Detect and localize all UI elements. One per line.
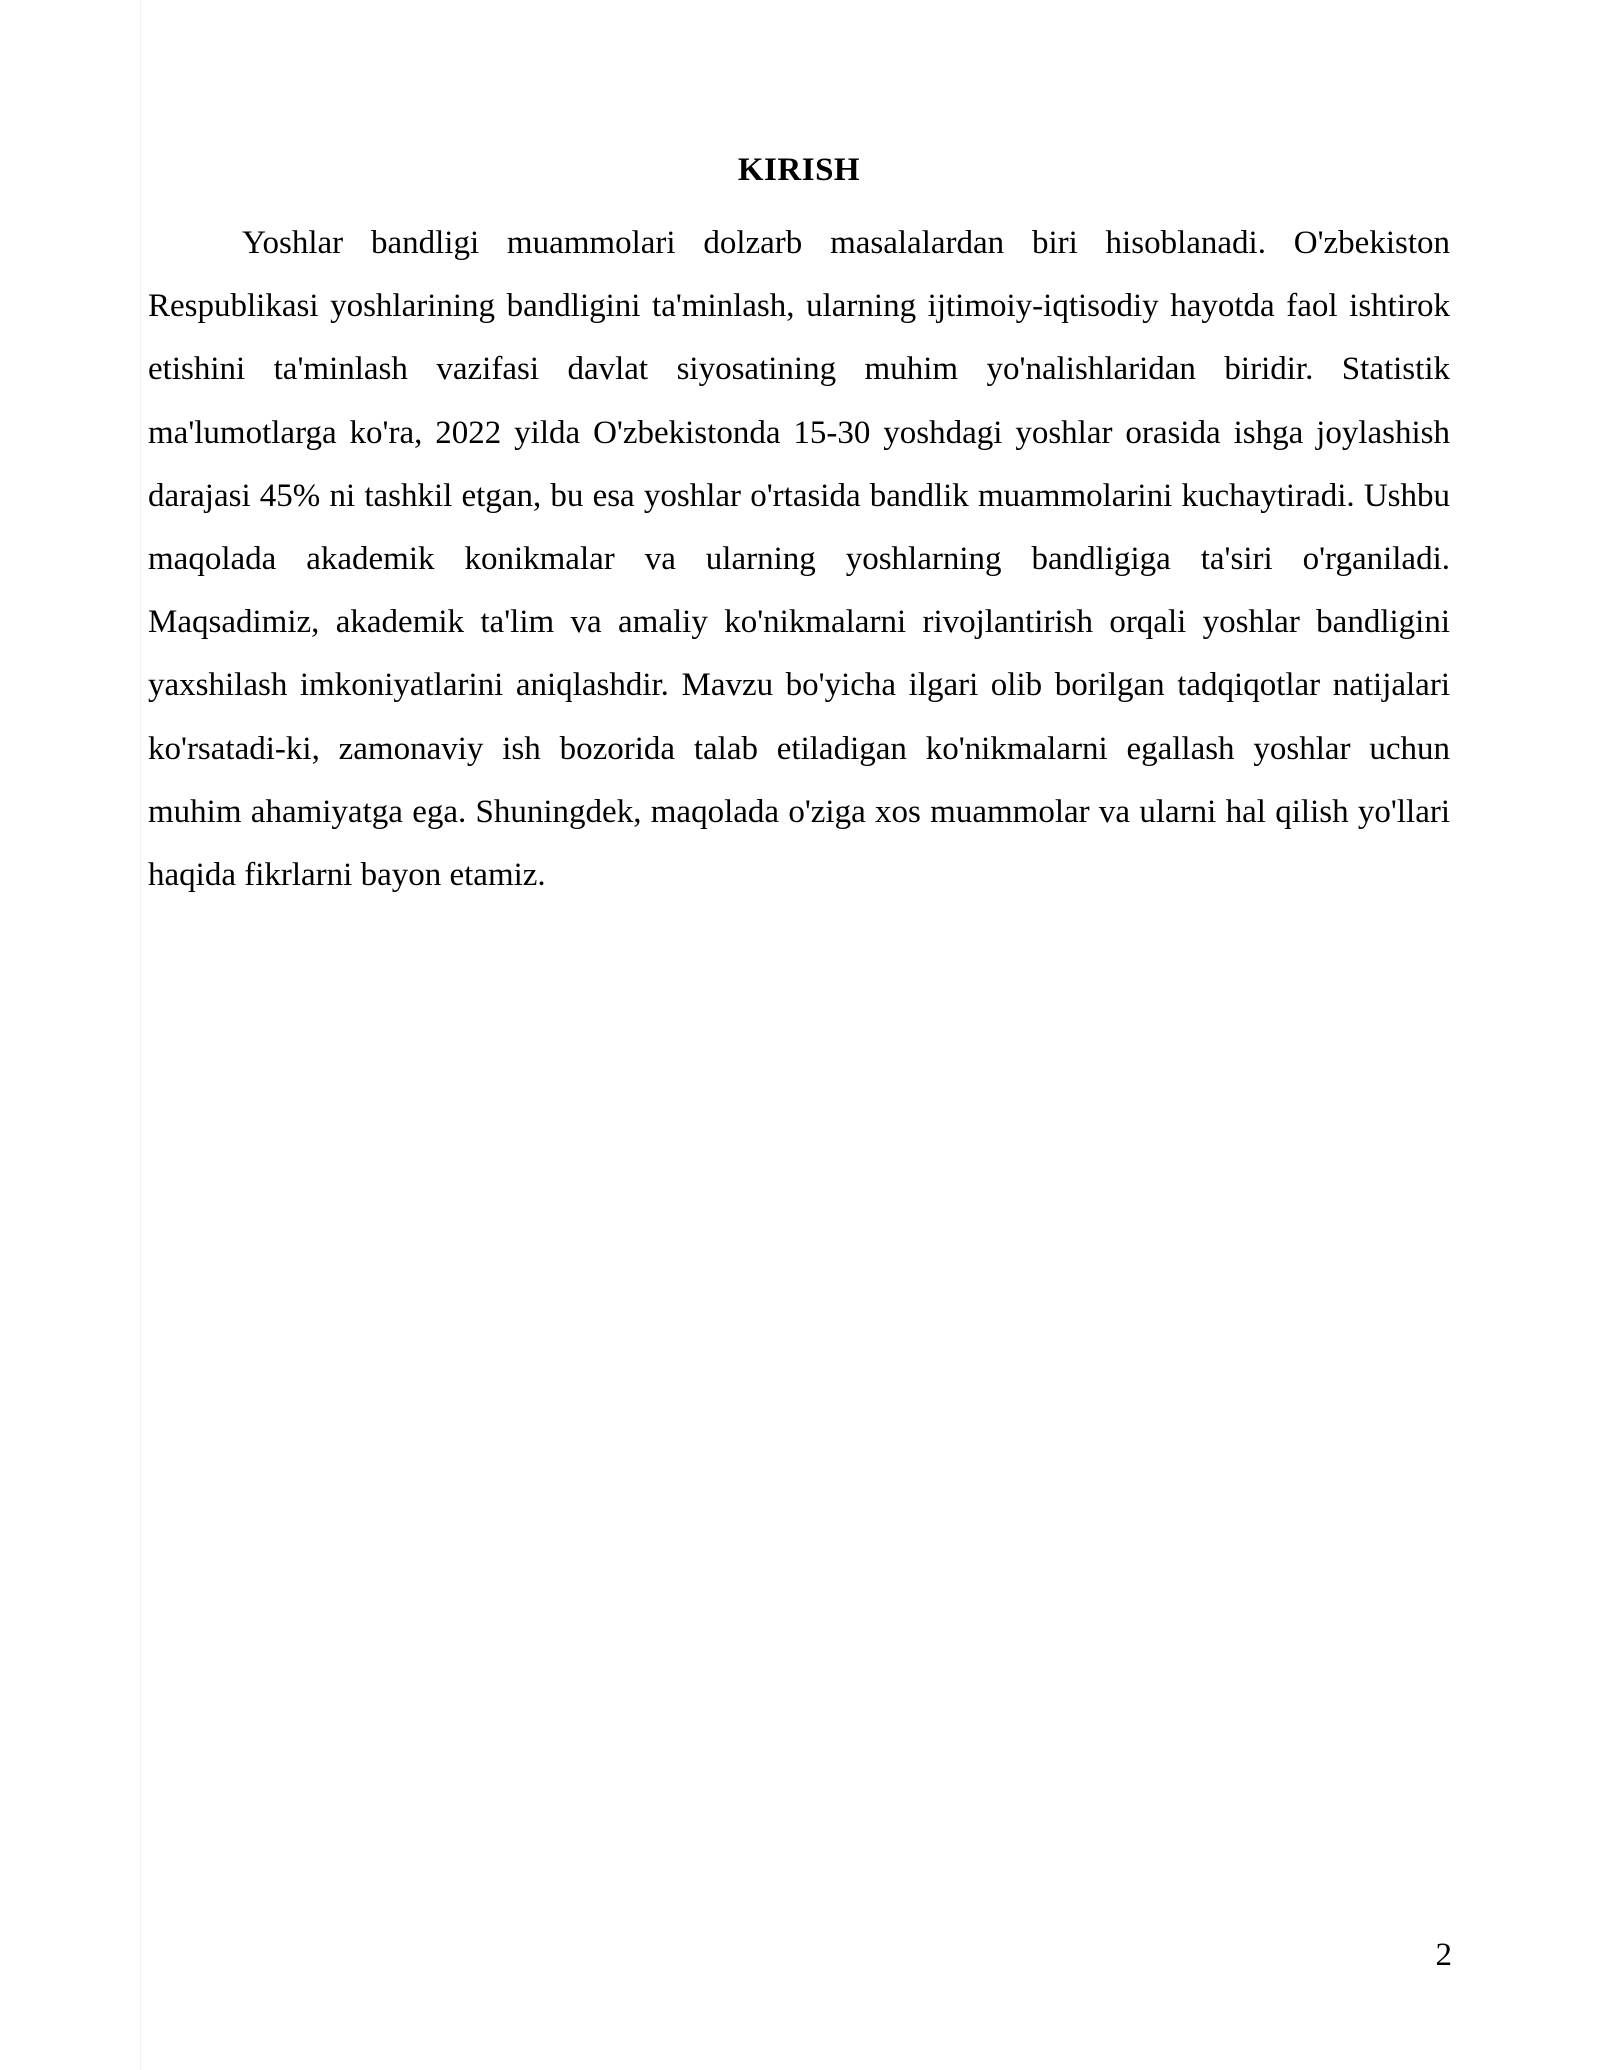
body-paragraph: Yoshlar bandligi muammolari dolzarb masalalardan biri hisoblanadi. O'zbekiston Respublikasi yoshlarining bandligini ta'minlash, ularning ijtimoiy-iqtisodiy hayotda faol ishtirok etishini ta'minlash vazifasi davlat siyosatining muhim yo'nalishlaridan biridir. Statistik ma'lumotlarga ko'ra, 2022 yilda O'zbekistonda 15-30 yoshdagi yoshlar orasida ishga joylashish darajasi 45% ni tashkil etgan, bu esa yoshlar o'rtasida bandlik muammolarini kuchaytiradi. Ushbu maqolada akademik konikmalar va ularning yoshlarning bandligiga ta'siri o'rganiladi. Maqsadimiz, akademik ta'lim va amaliy ko'nikmalarni rivojlantirish orqali yoshlar bandligini yaxshilash imkoniyatlarini aniqlashdir. Mavzu bo'yicha ilgari olib borilgan tadqiqotlar natijalari ko'rsatadi-ki, zamonaviy ish bozorida talab etiladigan ko'nikmalarni egallash yoshlar uchun muhim ahamiyatga ega. Shuningdek, maqolada o'ziga xos muammolar va ularni hal qilish yo'llari haqida fikrlarni bayon etamiz.: [148, 225, 1450, 894]
page-content: [148, 150, 1450, 907]
page-margin-line: [140, 0, 141, 2070]
section-heading: KIRISH: [737, 152, 861, 188]
page-number: 2: [1435, 1937, 1452, 1973]
